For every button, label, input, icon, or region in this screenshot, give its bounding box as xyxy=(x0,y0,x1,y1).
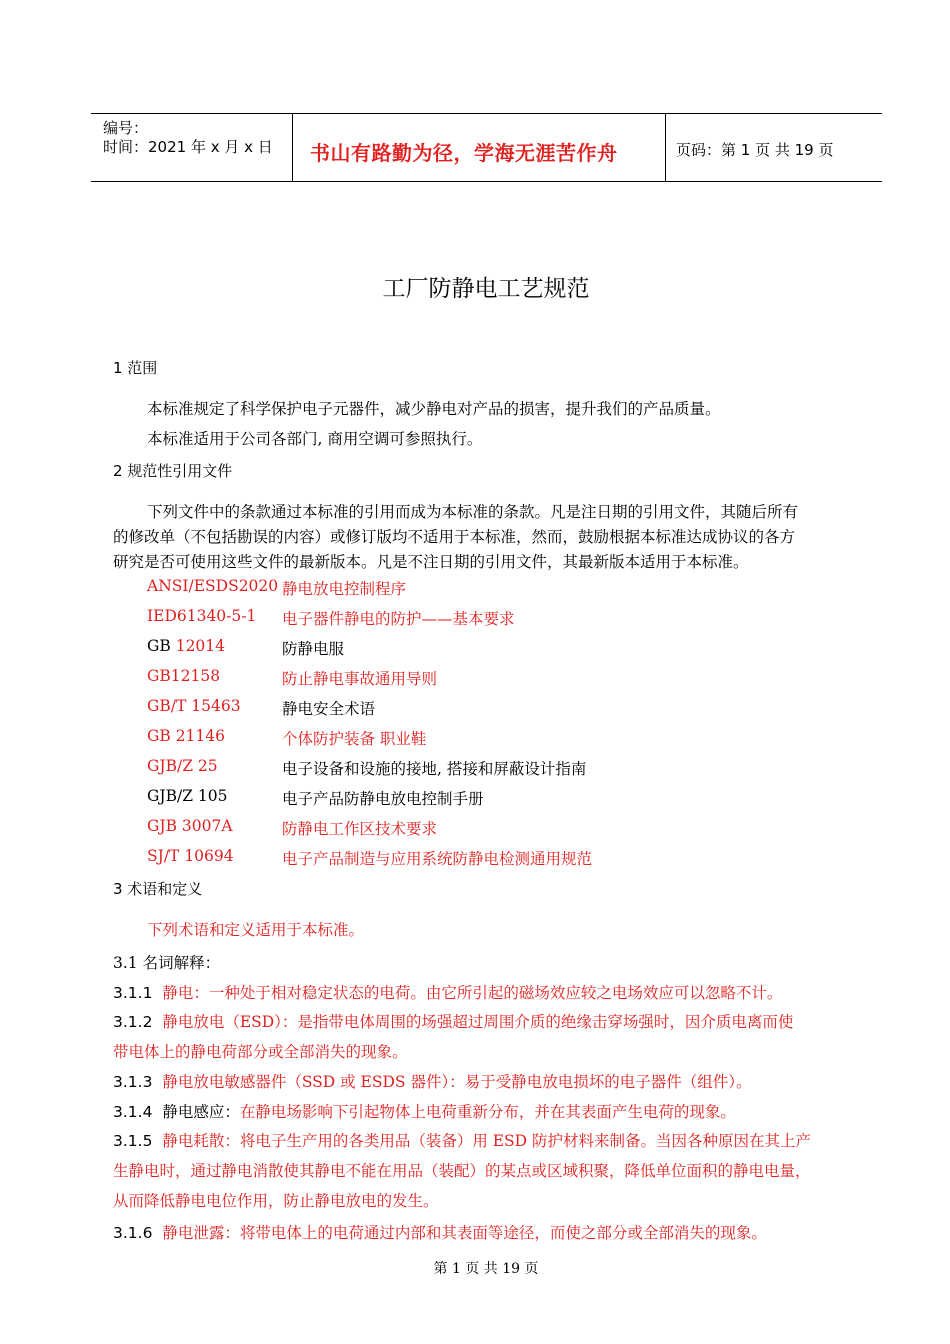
definition-3-1-4 xyxy=(113,1100,736,1122)
definition-text: 静电放电敏感器件（SSD 或 ESDS 器件）：易于受静电放电损坏的电子器件（组件）。 xyxy=(162,1073,752,1091)
definition-text: 在静电场影响下引起物体上电荷重新分布，并在其表面产生电荷的现象。 xyxy=(239,1103,736,1121)
header-top-rule xyxy=(91,113,882,114)
definition-number: 3.1.1 xyxy=(113,984,153,1002)
definition-number: 3.1.3 xyxy=(113,1073,153,1091)
definition-text: 静电耗散：将电子生产用的各类用品（装备）用 ESD 防护材料来制备。当因各种原因在其上产 xyxy=(162,1132,812,1150)
section-3-1-label: 3.1 名词解释： xyxy=(113,954,221,972)
ref-code-prefix: GB xyxy=(147,637,176,655)
header-time-label: 时间：2021 年 x 月 x 日 xyxy=(103,138,273,156)
section-1-heading: 1 范围 xyxy=(113,359,158,377)
ref-name: 防止静电事故通用导则 xyxy=(282,670,438,688)
page-title: 工厂防静电工艺规范 xyxy=(382,276,590,302)
definition-text: 静电放电（ESD）：是指带电体周围的场强超过周围介质的绝缘击穿场强时，因介质电离而使 xyxy=(162,1013,794,1031)
ref-code: GB/T 15463 xyxy=(147,697,241,715)
section-2-para-line-3: 研究是否可使用这些文件的最新版本。凡是不注日期的引用文件，其最新版本适用于本标准。 xyxy=(113,553,749,571)
section-3-heading: 3 术语和定义 xyxy=(113,880,203,898)
ref-code: IED61340-5-1 xyxy=(147,607,257,625)
ref-name: 静电放电控制程序 xyxy=(282,580,407,598)
definition-3-1-1 xyxy=(113,981,782,1003)
section-1-para-2: 本标准适用于公司各部门, 商用空调可参照执行。 xyxy=(147,430,483,448)
definition-text: 静电：一种处于相对稳定状态的电荷。由它所引起的磁场效应较之电场效应可以忽略不计。 xyxy=(162,984,783,1002)
ref-name: 个体防护装备 职业鞋 xyxy=(282,730,427,748)
ref-name: 电子器件静电的防护——基本要求 xyxy=(282,610,515,628)
definition-term: 静电感应： xyxy=(162,1103,240,1121)
header-divider-left xyxy=(292,113,293,181)
definition-3-1-5-cont-2: 从而降低静电电位作用，防止静电放电的发生。 xyxy=(113,1192,439,1210)
ref-code: GJB/Z 25 xyxy=(147,757,218,775)
ref-code: ANSI/ESDS2020 xyxy=(147,577,279,595)
ref-code: GB12158 xyxy=(147,667,221,685)
definition-number: 3.1.2 xyxy=(113,1013,153,1031)
section-2-heading: 2 规范性引用文件 xyxy=(113,462,233,480)
header-divider-right xyxy=(665,113,666,181)
header-page-label: 页码：第 1 页 共 19 页 xyxy=(676,141,834,159)
ref-name: 防静电服 xyxy=(282,640,345,658)
ref-code: GJB/Z 105 xyxy=(147,787,228,805)
ref-name: 防静电工作区技术要求 xyxy=(282,820,438,838)
ref-name: 电子产品制造与应用系统防静电检测通用规范 xyxy=(282,850,593,868)
definition-3-1-2-cont: 带电体上的静电荷部分或全部消失的现象。 xyxy=(113,1043,408,1061)
definition-number: 3.1.6 xyxy=(113,1224,153,1242)
page-footer: 第 1 页 共 19 页 xyxy=(433,1261,539,1277)
ref-code: GB 21146 xyxy=(147,727,226,745)
definition-number: 3.1.5 xyxy=(113,1132,153,1150)
ref-name: 电子设备和设施的接地, 搭接和屏蔽设计指南 xyxy=(282,760,587,778)
section-3-intro: 下列术语和定义适用于本标准。 xyxy=(147,921,365,939)
section-3-1-heading xyxy=(113,951,220,973)
section-2-para-line-2: 的修改单（不包括勘误的内容）或修订版均不适用于本标准，然而，鼓励根据本标准达成协议的各方 xyxy=(113,528,796,546)
header-motto: 书山有路勤为径，学海无涯苦作舟 xyxy=(310,141,618,165)
definition-3-1-5 xyxy=(113,1129,811,1151)
ref-name: 电子产品防静电放电控制手册 xyxy=(282,790,484,808)
ref-code xyxy=(147,637,225,655)
header-number-label: 编号： xyxy=(103,119,149,137)
section-2-para-line-1: 下列文件中的条款通过本标准的引用而成为本标准的条款。凡是注日期的引用文件，其随后所有 xyxy=(147,503,799,521)
ref-code-number: 12014 xyxy=(175,637,226,655)
definition-3-1-5-cont-1: 生静电时，通过静电消散使其静电不能在用品（装配）的某点或区域积聚，降低单位面积的静电电量， xyxy=(113,1162,811,1180)
header-bottom-rule xyxy=(91,181,882,182)
definition-number: 3.1.4 xyxy=(113,1103,153,1121)
definition-3-1-6 xyxy=(113,1221,767,1243)
ref-code: GJB 3007A xyxy=(147,817,233,835)
section-1-para-1: 本标准规定了科学保护电子元器件，减少静电对产品的损害，提升我们的产品质量。 xyxy=(147,400,721,418)
definition-text: 静电泄露：将带电体上的电荷通过内部和其表面等途径，而使之部分或全部消失的现象。 xyxy=(162,1224,767,1242)
ref-name: 静电安全术语 xyxy=(282,700,376,718)
ref-code: SJ/T 10694 xyxy=(147,847,234,865)
definition-3-1-3 xyxy=(113,1070,751,1092)
definition-3-1-2 xyxy=(113,1010,793,1032)
